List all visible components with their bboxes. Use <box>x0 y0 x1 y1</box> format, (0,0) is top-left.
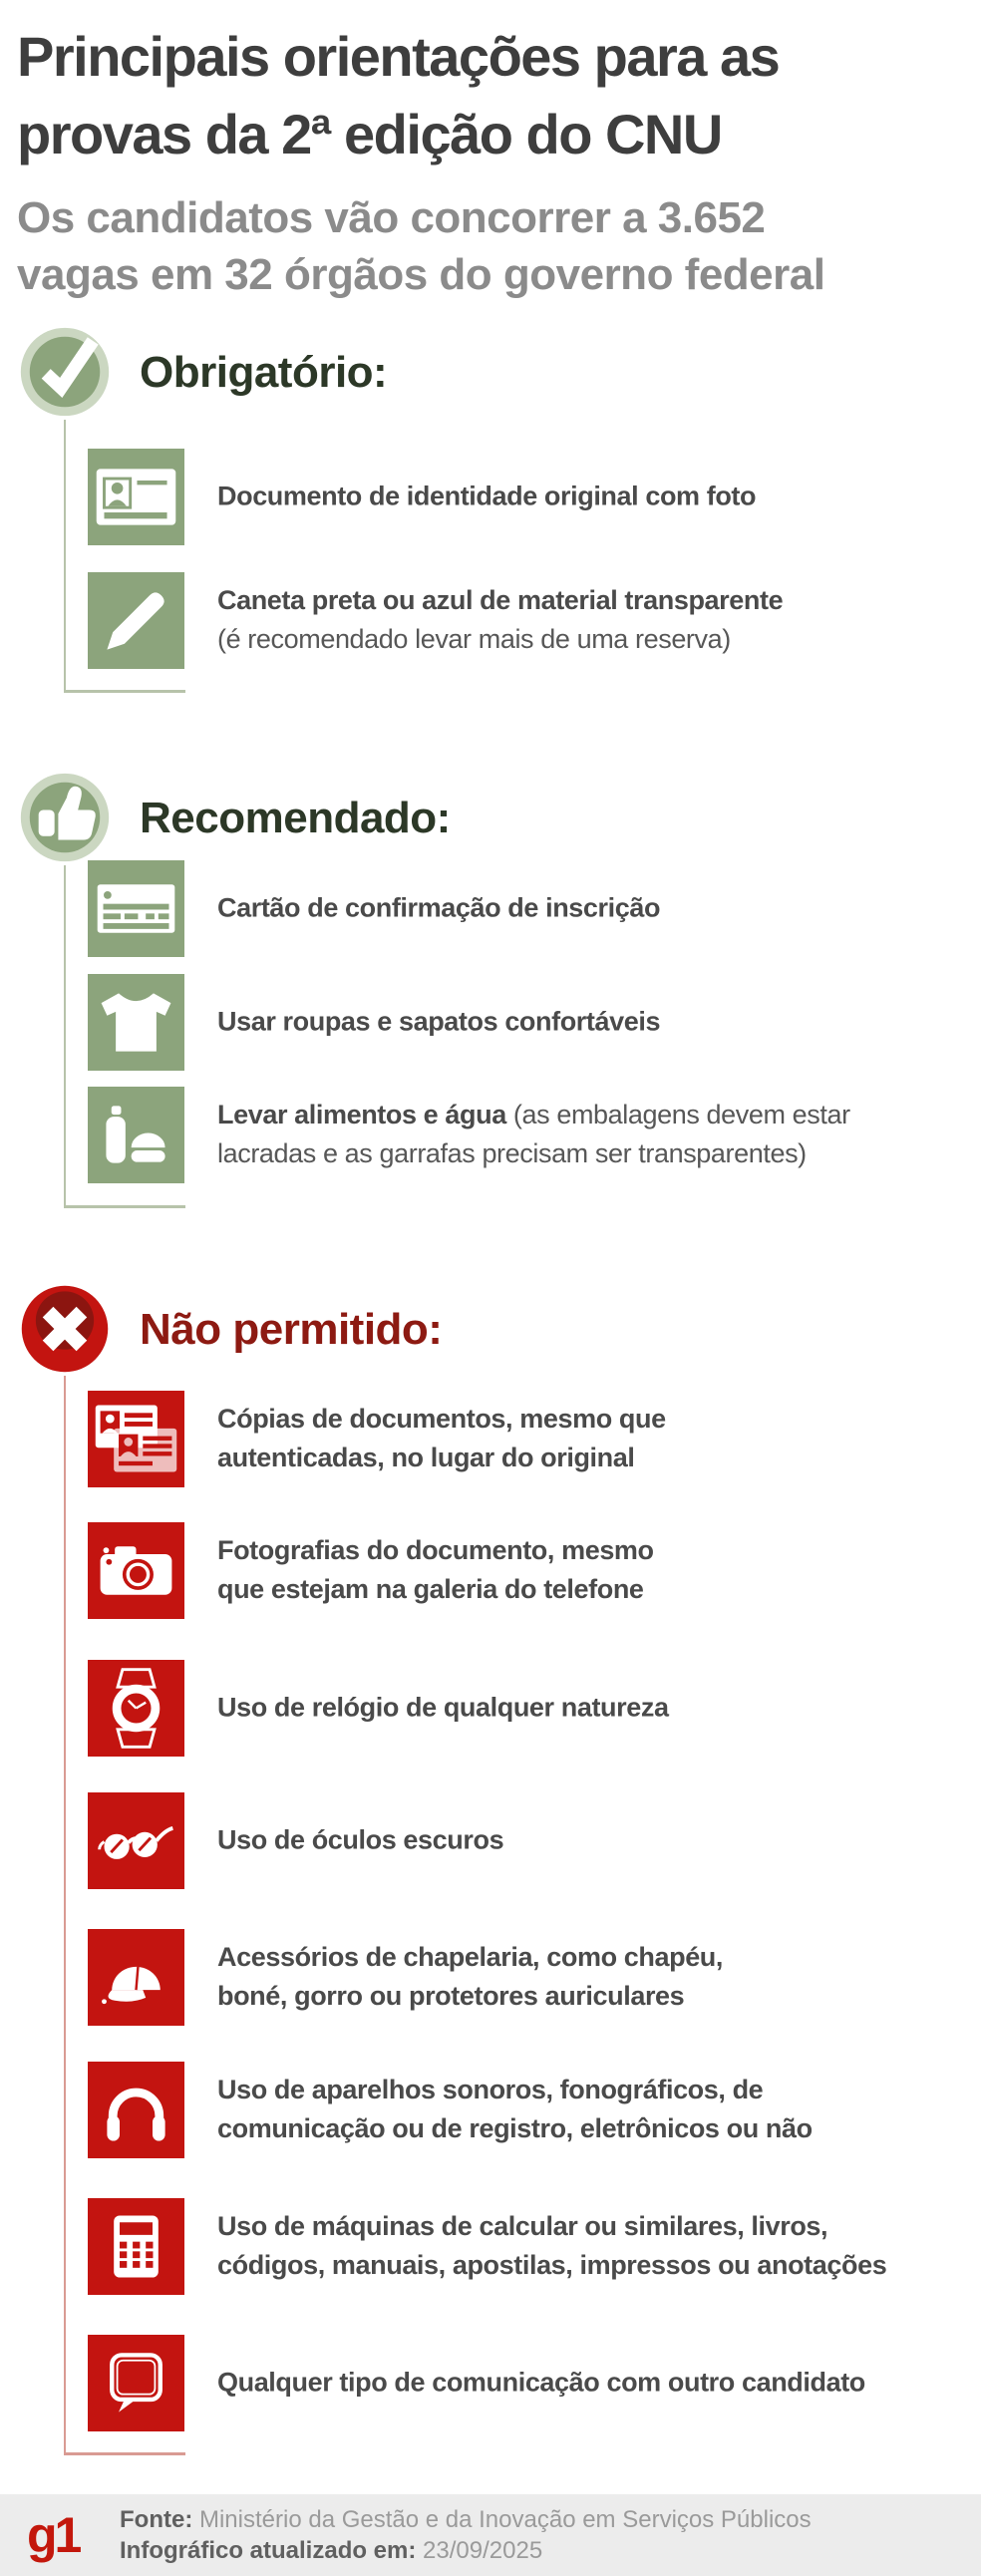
item-text-line: comunicação ou de registro, eletrônicos ou não <box>217 2113 813 2143</box>
pen-icon <box>88 572 184 669</box>
connector-line <box>64 2452 185 2455</box>
item-text-line: Usar roupas e sapatos confortáveis <box>217 1006 661 1037</box>
cap-icon <box>88 1929 184 2026</box>
speech-bubble-icon <box>88 2335 184 2431</box>
footer-source-label: Fonte: <box>120 2506 193 2533</box>
section-title: Obrigatório: <box>140 348 388 397</box>
item-text-line: códigos, manuais, apostilas, impressos ou anotações <box>217 2250 887 2280</box>
item-icon-tile <box>88 1087 184 1183</box>
item-icon-tile <box>88 1660 184 1757</box>
item-text <box>217 1003 660 1042</box>
item-text-line: Uso de relógio de qualquer natureza <box>217 1692 669 1723</box>
footer-updated-line <box>120 2535 812 2566</box>
item-text-line: Uso de aparelhos sonoros, fonográficos, de <box>217 2075 764 2104</box>
page-title <box>17 18 964 173</box>
item-icon-tile <box>88 1522 184 1619</box>
sunglasses-icon <box>88 1792 184 1889</box>
x-icon <box>18 1282 112 1376</box>
item-icon-tile <box>88 449 184 545</box>
item-text-line: autenticadas, no lugar do original <box>217 1443 635 1472</box>
item-text <box>217 889 660 928</box>
camera-icon <box>88 1522 184 1619</box>
item-text-line: Levar alimentos e água (as embalagens devem estar <box>217 1100 850 1129</box>
item-text <box>217 1531 654 1609</box>
page-title-line: Principais orientações para as <box>17 25 780 88</box>
item-text-line: Cartão de confirmação de inscrição <box>217 892 661 923</box>
item-text-line: Uso de óculos escuros <box>217 1824 504 1855</box>
page-subtitle-line: Os candidatos vão concorrer a 3.652 <box>17 193 766 242</box>
check-icon <box>18 325 112 419</box>
item-text-line: Documento de identidade original com foto <box>217 481 757 511</box>
registration-card-icon <box>88 860 184 957</box>
tshirt-icon <box>88 974 184 1071</box>
footer-source-value: Ministério da Gestão e da Inovação em Serviços Públicos <box>198 2506 812 2533</box>
item-text <box>217 1821 503 1860</box>
item-icon-tile <box>88 572 184 669</box>
item-text-line: Caneta preta ou azul de material transparente <box>217 585 784 615</box>
item-icon-tile <box>88 1792 184 1889</box>
item-text <box>217 2207 886 2285</box>
item-text <box>217 1938 723 2016</box>
item-text-line: Qualquer tipo de comunicação com outro candidato <box>217 2367 865 2398</box>
item-text-line: boné, gorro ou protetores auriculares <box>217 1981 685 2011</box>
item-text-line: lacradas e as garrafas precisam ser transparentes) <box>217 1138 807 1168</box>
item-text <box>217 478 756 516</box>
item-text <box>217 1689 669 1728</box>
connector-line <box>64 1205 185 1208</box>
item-icon-tile <box>88 2062 184 2158</box>
item-text-line: Fotografias do documento, mesmo <box>217 1535 654 1565</box>
section-badge <box>18 325 112 419</box>
calculator-icon <box>88 2198 184 2295</box>
item-icon-tile <box>88 1391 184 1487</box>
thumbs-up-icon <box>18 771 112 864</box>
item-text <box>217 1400 666 1477</box>
footer-source-line <box>120 2504 812 2535</box>
g1-logo: g1 <box>27 2507 80 2563</box>
item-text-line: Uso de máquinas de calcular ou similares, livros, <box>217 2211 828 2241</box>
item-text-line: que estejam na galeria do telefone <box>217 1574 644 1604</box>
page-subtitle <box>17 189 974 303</box>
section-badge <box>18 1282 112 1376</box>
connector-line <box>64 420 67 691</box>
item-text-line: Cópias de documentos, mesmo que <box>217 1404 666 1434</box>
footer-updated-value: 23/09/2025 <box>423 2537 543 2564</box>
connector-line <box>64 865 67 1206</box>
document-copies-icon <box>88 1391 184 1487</box>
connector-line <box>64 690 185 693</box>
section-title: Não permitido: <box>140 1305 443 1354</box>
item-icon-tile <box>88 860 184 957</box>
headphones-icon <box>88 2062 184 2158</box>
footer-credits <box>120 2504 812 2566</box>
item-text <box>217 581 783 659</box>
item-icon-tile <box>88 974 184 1071</box>
footer-updated-label: Infográfico atualizado em: <box>120 2537 417 2564</box>
food-water-icon <box>88 1087 184 1183</box>
item-text <box>217 2071 813 2148</box>
item-text-line: (é recomendado levar mais de uma reserva) <box>217 624 731 654</box>
page-subtitle-line: vagas em 32 órgãos do governo federal <box>17 250 825 299</box>
item-icon-tile <box>88 2198 184 2295</box>
section-badge <box>18 771 112 864</box>
section-title: Recomendado: <box>140 794 451 842</box>
item-icon-tile <box>88 1929 184 2026</box>
item-text-line: Acessórios de chapelaria, como chapéu, <box>217 1942 724 1972</box>
page-title-line: provas da 2ª edição do CNU <box>17 103 722 165</box>
item-icon-tile <box>88 2335 184 2431</box>
connector-line <box>64 1376 67 2452</box>
watch-icon <box>88 1660 184 1757</box>
id-card-icon <box>88 449 184 545</box>
item-text <box>217 2364 865 2403</box>
item-text <box>217 1096 850 1173</box>
